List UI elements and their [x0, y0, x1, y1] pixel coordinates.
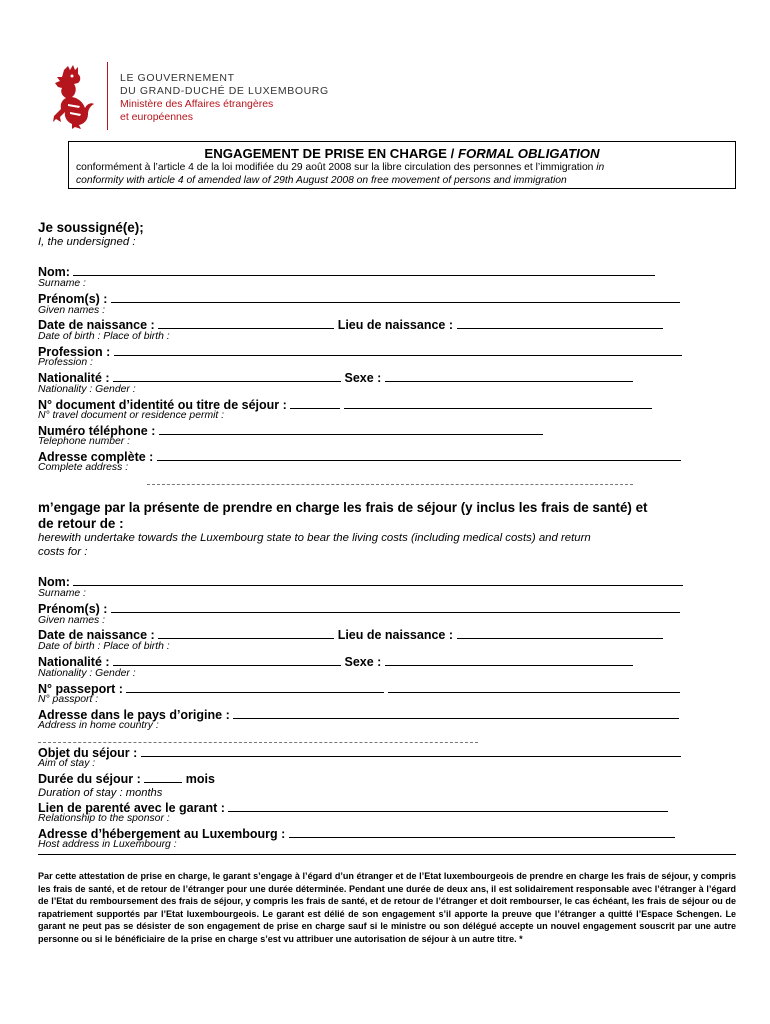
sponsor-document-label: N° document d’identité ou titre de séjour : [38, 398, 287, 412]
beneficiary-sexe-field[interactable] [385, 654, 633, 666]
beneficiary-prenom-label: Prénom(s) : [38, 602, 108, 616]
beneficiary-duree-label: Durée du séjour : [38, 772, 141, 786]
beneficiary-naissance-label: Date de naissance : [38, 628, 155, 642]
beneficiary-objet-en: Aim of stay : [38, 758, 96, 769]
sponsor-nom-en: Surname : [38, 278, 86, 289]
sponsor-lieu-field[interactable] [457, 317, 663, 329]
beneficiary-lien-label: Lien de parenté avec le garant : [38, 801, 225, 815]
subtitle-en-start: in [596, 162, 605, 173]
title-box [68, 141, 736, 189]
sponsor-nom-row [38, 264, 655, 279]
beneficiary-naissance-field[interactable] [158, 627, 334, 639]
beneficiary-passeport-field-1[interactable] [126, 681, 384, 693]
beneficiary-adresse-en: Address in home country : [38, 720, 159, 731]
sponsor-adresse-label: Adresse complète : [38, 450, 154, 464]
sponsor-nationalite-row [38, 370, 633, 385]
sponsor-adresse-extra-line[interactable] [147, 484, 633, 485]
gov-line-1: LE GOUVERNEMENT [120, 72, 235, 84]
sponsor-nationalite-label: Nationalité : [38, 371, 110, 385]
beneficiary-hebergement-field[interactable] [289, 826, 675, 838]
sponsor-nom-label: Nom: [38, 265, 70, 279]
sponsor-heading-en: I, the undersigned : [38, 236, 136, 248]
undertaking-en-1: herewith undertake towards the Luxembourg state to bear the living costs (including medical costs) and return [38, 532, 591, 544]
beneficiary-prenom-row [38, 601, 680, 616]
beneficiary-lieu-label: Lieu de naissance : [337, 628, 454, 642]
beneficiary-nom-label: Nom: [38, 575, 70, 589]
sponsor-document-field-2[interactable] [344, 397, 652, 409]
beneficiary-objet-label: Objet du séjour : [38, 746, 138, 760]
beneficiary-passeport-en: N° passport : [38, 694, 99, 705]
header-divider [107, 62, 108, 130]
sponsor-sexe-field[interactable] [385, 370, 633, 382]
beneficiary-nationalite-en: Nationality : Gender : [38, 668, 136, 679]
undertaking-line-2: de retour de : [38, 516, 124, 531]
sponsor-document-field-1[interactable] [290, 397, 340, 409]
beneficiary-duree-en-unit: months [125, 787, 163, 799]
sponsor-heading: Je soussigné(e); [38, 220, 144, 235]
beneficiary-objet-field[interactable] [141, 745, 681, 757]
luxembourg-lion-icon [50, 64, 96, 130]
sponsor-document-en: N° travel document or residence permit : [38, 410, 225, 421]
beneficiary-hebergement-en: Host address in Luxembourg : [38, 839, 177, 850]
subtitle-fr [76, 162, 604, 173]
sponsor-profession-field[interactable] [114, 344, 682, 356]
beneficiary-lien-en: Relationship to the sponsor : [38, 813, 170, 824]
beneficiary-duree-row [38, 771, 215, 786]
beneficiary-prenom-en: Given names : [38, 615, 105, 626]
beneficiary-duree-en [38, 787, 162, 799]
subtitle-en: conformity with article 4 of amended law of 29th August 2008 on free movement of persons and immigration [76, 175, 567, 186]
subtitle-fr-text: conformément à l’article 4 de la loi modifiée du 29 août 2008 sur la libre circulation des personnes et l’immigration [76, 162, 597, 173]
beneficiary-adresse-extra-line[interactable] [38, 742, 478, 743]
sponsor-naissance-label: Date de naissance : [38, 318, 155, 332]
beneficiary-prenom-field[interactable] [111, 601, 680, 613]
beneficiary-nom-en: Surname : [38, 588, 86, 599]
beneficiary-passeport-field-2[interactable] [388, 681, 680, 693]
sponsor-profession-row [38, 344, 682, 359]
sponsor-prenom-field[interactable] [111, 291, 680, 303]
sponsor-telephone-en: Telephone number : [38, 436, 131, 447]
beneficiary-nationalite-row [38, 654, 633, 669]
sponsor-profession-label: Profession : [38, 345, 111, 359]
beneficiary-duree-field[interactable] [144, 771, 182, 783]
beneficiary-nom-field[interactable] [73, 574, 683, 586]
document-title [69, 146, 735, 161]
section-separator [38, 854, 736, 855]
sponsor-naissance-row [38, 317, 663, 332]
title-fr: ENGAGEMENT DE PRISE EN CHARGE / [204, 146, 458, 161]
undertaking-en-2: costs for : [38, 546, 88, 558]
sponsor-adresse-row [38, 449, 681, 464]
sponsor-prenom-label: Prénom(s) : [38, 292, 108, 306]
undertaking-line-1: m’engage par la présente de prendre en charge les frais de séjour (y inclus les frais de santé) et [38, 500, 648, 515]
beneficiary-naissance-row [38, 627, 663, 642]
sponsor-nationalite-en: Nationality : Gender : [38, 384, 136, 395]
ministry-line-2: et européennes [120, 111, 193, 123]
ministry-line-1: Ministère des Affaires étrangères [120, 98, 274, 110]
title-en: FORMAL OBLIGATION [457, 146, 600, 161]
beneficiary-passeport-row [38, 681, 680, 696]
sponsor-telephone-label: Numéro téléphone : [38, 424, 156, 438]
sponsor-profession-en: Profession : [38, 357, 93, 368]
beneficiary-hebergement-label: Adresse d’hébergement au Luxembourg : [38, 827, 286, 841]
beneficiary-duree-unit: mois [185, 772, 215, 786]
government-text [120, 72, 329, 124]
sponsor-lieu-label: Lieu de naissance : [337, 318, 454, 332]
beneficiary-adresse-label: Adresse dans le pays d’origine : [38, 708, 230, 722]
beneficiary-naissance-en: Date of birth : Place of birth : [38, 641, 170, 652]
beneficiary-nom-row [38, 574, 683, 589]
beneficiary-objet-row [38, 745, 681, 760]
beneficiary-adresse-field[interactable] [233, 707, 679, 719]
beneficiary-sexe-label: Sexe : [344, 655, 382, 669]
legal-note: Par cette attestation de prise en charge, le garant s’engage à l’égard d’un étranger et de l’Etat luxembourgeois de prendre en charge les frais de séjour, y compris les frais de santé, et de retour de l’étranger pour une durée déterminée. Pendant une durée de deux ans, il est solidairement responsable avec l’étranger à l’égard de l’Etat du remboursement des frais de séjour, y compris les frais de santé, et de retour de l’étranger et doit rembourser, le cas échéant, les frais de séjour ou de rapatriement supportés par l’Etat luxembourgeois. Le garant est délié de son engagement s’il apporte la preuve que l’étranger a quitté l’Espace Schengen. Le garant ne peut pas se désister de son engagement de prise en charge sauf si le ministre ou son délégué accepte un nouvel engagement souscrit par une autre personne ou si le bénéficiaire de la prise en charge s’est vu attribuer une autorisation de séjour à un autre titre. * [38, 871, 736, 944]
gov-line-2: DU GRAND-DUCHÉ DE LUXEMBOURG [120, 85, 329, 97]
sponsor-adresse-field[interactable] [157, 449, 681, 461]
sponsor-adresse-en: Complete address : [38, 462, 129, 473]
beneficiary-duree-en-label: Duration of stay : [38, 787, 126, 799]
sponsor-sexe-label: Sexe : [344, 371, 382, 385]
beneficiary-passeport-label: N° passeport : [38, 682, 123, 696]
sponsor-nationalite-field[interactable] [113, 370, 341, 382]
sponsor-naissance-field[interactable] [158, 317, 334, 329]
beneficiary-lieu-field[interactable] [457, 627, 663, 639]
sponsor-telephone-field[interactable] [159, 423, 543, 435]
beneficiary-lien-field[interactable] [228, 800, 668, 812]
beneficiary-nationalite-label: Nationalité : [38, 655, 110, 669]
sponsor-prenom-en: Given names : [38, 305, 105, 316]
sponsor-naissance-en: Date of birth : Place of birth : [38, 331, 170, 342]
beneficiary-nationalite-field[interactable] [113, 654, 341, 666]
sponsor-nom-field[interactable] [73, 264, 655, 276]
sponsor-prenom-row [38, 291, 680, 306]
